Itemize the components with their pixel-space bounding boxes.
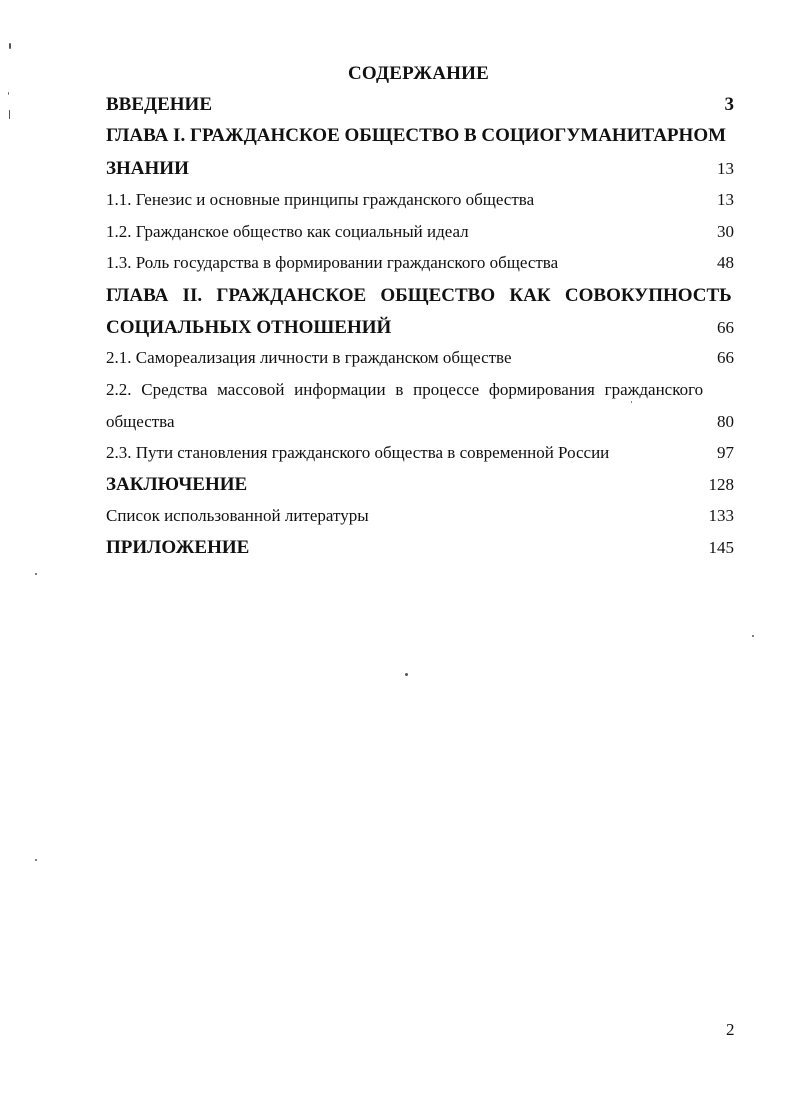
toc-entry-chapter-1-line-1 — [106, 120, 734, 152]
toc-entry-title: 1.3. Роль государства в формировании гражданского общества — [106, 253, 559, 272]
toc-entry-page: 3 — [724, 94, 734, 115]
toc-entry-title: ГЛАВА I. ГРАЖДАНСКОЕ ОБЩЕСТВО В СОЦИОГУМАНИТАРНОМ — [106, 125, 727, 146]
toc-entry-title: общества — [106, 412, 175, 431]
scan-speck — [9, 43, 11, 49]
toc-entry-page: 133 — [708, 506, 734, 525]
toc-entry-title: ЗАКЛЮЧЕНИЕ — [106, 474, 248, 495]
toc-entry-title: 2.2. Средства массовой информации в процессе формирования гражданского — [106, 380, 704, 399]
toc-entry-section-2-2-line-2 — [106, 406, 734, 438]
toc-entry-chapter-2-line-1 — [106, 280, 734, 312]
toc-entry-title: ГЛАВА II. ГРАЖДАНСКОЕ ОБЩЕСТВО КАК СОВОКУПНОСТЬ — [106, 285, 732, 306]
toc-entry-page: 128 — [708, 475, 734, 494]
toc-entry-section-2-1 — [106, 342, 734, 374]
toc-entry-appendix — [106, 532, 734, 564]
toc-entry-title: ПРИЛОЖЕНИЕ — [106, 537, 250, 558]
toc-entry-section-1-3 — [106, 247, 734, 279]
toc-entry-page: 97 — [717, 443, 734, 462]
toc-entry-section-1-2 — [106, 216, 734, 248]
toc-entry-section-2-2-line-1 — [106, 374, 734, 406]
toc-entry-page: 66 — [717, 348, 734, 367]
page-number: 2 — [726, 1020, 735, 1039]
toc-entry-section-1-1 — [106, 184, 734, 216]
toc-entry-section-2-3 — [106, 437, 734, 469]
toc-entry-title: 1.1. Генезис и основные принципы гражданского общества — [106, 190, 535, 209]
toc-entry-title: 1.2. Гражданское общество как социальный идеал — [106, 222, 469, 241]
scan-speck — [631, 401, 632, 403]
toc-entry-page: 80 — [717, 412, 734, 431]
toc-entry-page: 145 — [708, 538, 734, 557]
page-title: СОДЕРЖАНИЕ — [348, 63, 489, 84]
scan-speck — [752, 635, 754, 637]
toc-entry-page: 13 — [717, 190, 734, 209]
toc-entry-introduction — [106, 89, 734, 121]
scan-speck — [35, 573, 37, 575]
toc-entry-page: 13 — [717, 159, 734, 178]
toc-entry-chapter-1-line-2 — [106, 153, 734, 185]
toc-entry-title: ЗНАНИИ — [106, 158, 189, 179]
toc-entry-title: ВВЕДЕНИЕ — [106, 94, 212, 115]
toc-entry-title: 2.3. Пути становления гражданского общества в современной России — [106, 443, 610, 462]
scan-speck — [35, 859, 37, 861]
toc-entry-chapter-2-line-2 — [106, 312, 734, 344]
toc-entry-conclusion — [106, 469, 734, 501]
toc-entry-page: 48 — [717, 253, 734, 272]
toc-entry-bibliography — [106, 500, 734, 532]
scan-speck — [405, 673, 408, 676]
scan-speck — [8, 92, 9, 95]
toc-entry-page: 30 — [717, 222, 734, 241]
toc-entry-title: СОЦИАЛЬНЫХ ОТНОШЕНИЙ — [106, 317, 392, 338]
toc-entry-page: 66 — [717, 318, 734, 337]
toc-entry-title: 2.1. Самореализация личности в гражданском обществе — [106, 348, 512, 367]
scan-speck — [9, 110, 10, 119]
toc-entry-title: Список использованной литературы — [106, 506, 369, 525]
